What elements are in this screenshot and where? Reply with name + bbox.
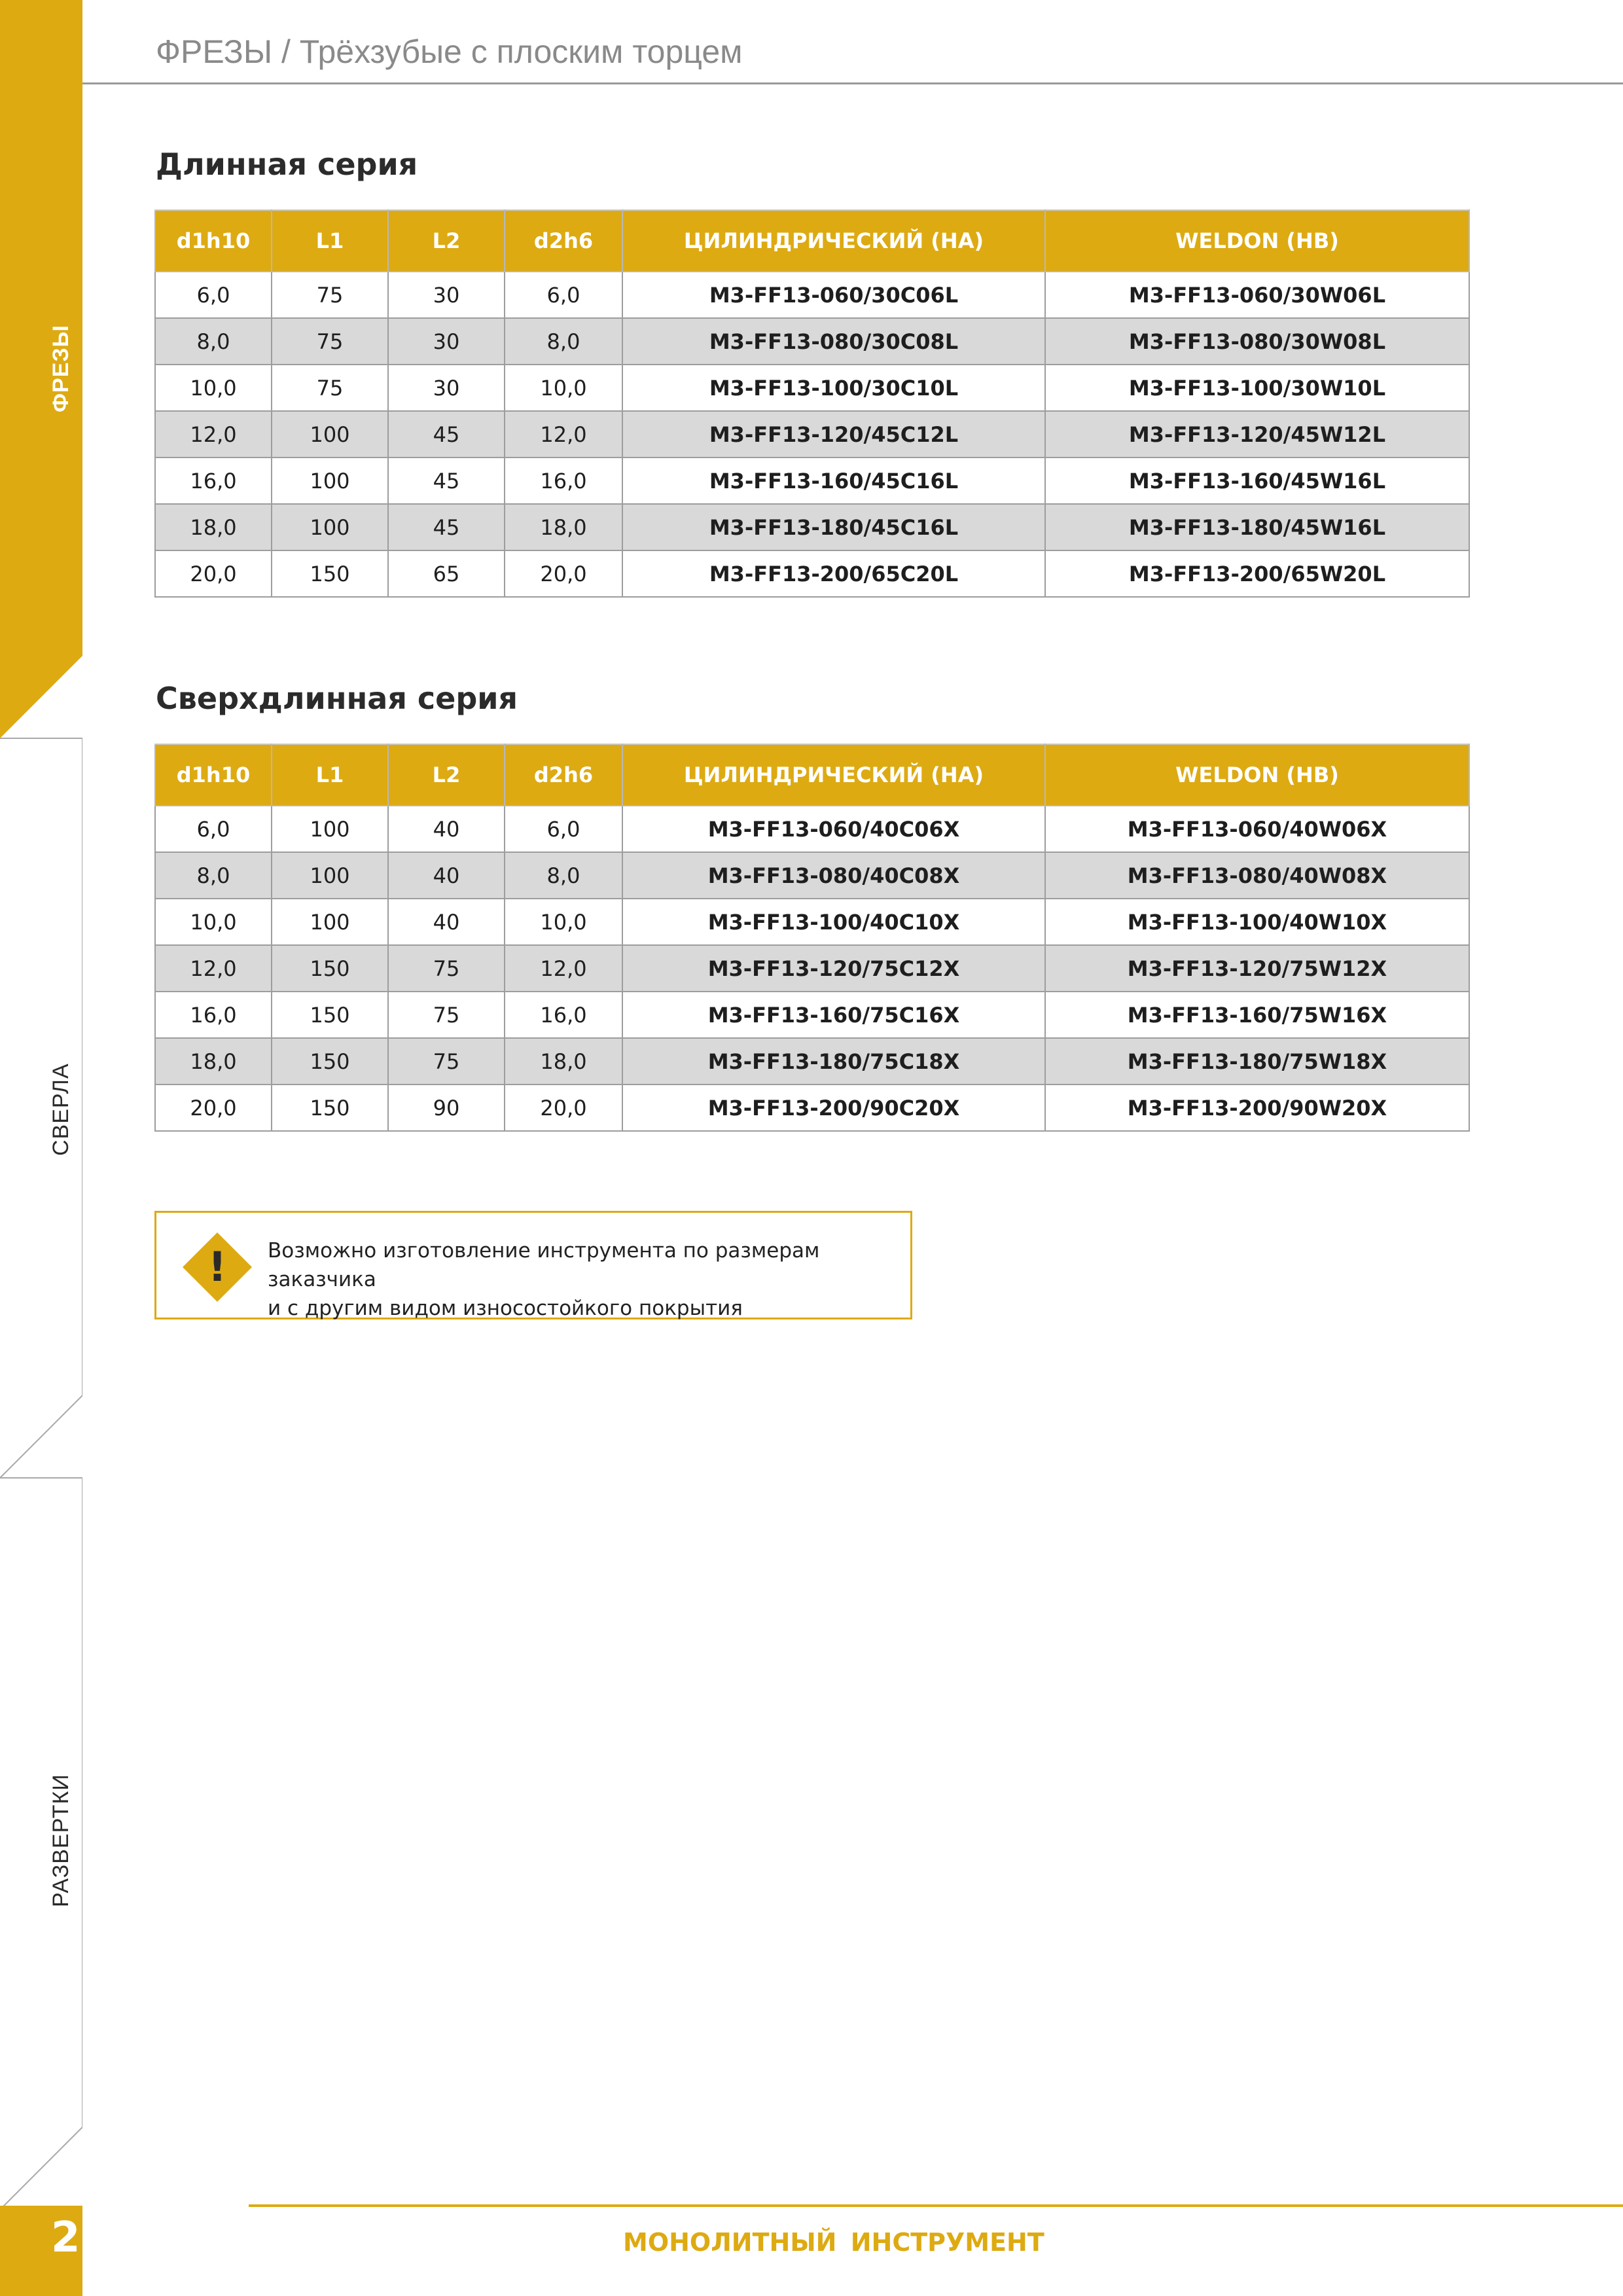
col-header-weldon: WELDON (HB)	[1045, 210, 1469, 272]
cell-code-hb: M3-FF13-160/75W16X	[1045, 992, 1469, 1038]
cell-l2: 40	[388, 806, 505, 852]
cell-d2h6: 18,0	[505, 504, 622, 550]
table-row	[155, 365, 1469, 411]
table-row	[155, 550, 1469, 597]
cell-code-ha: M3-FF13-160/45C16L	[622, 457, 1045, 504]
cell-code-hb: M3-FF13-160/45W16L	[1045, 457, 1469, 504]
cell-l2: 90	[388, 1085, 505, 1131]
notice-line-2: и с другим видом износостойкого покрытия	[268, 1297, 743, 1320]
table-row	[155, 992, 1469, 1038]
page-number: 28	[51, 2214, 110, 2262]
cell-d1h10: 20,0	[155, 550, 272, 597]
table-row	[155, 457, 1469, 504]
long-series-table	[154, 209, 1470, 598]
cell-l1: 100	[272, 806, 388, 852]
footer-brand: МОНОЛИТНЫЙ ИНСТРУМЕНТ	[623, 2228, 1044, 2257]
cell-code-ha: M3-FF13-120/45C12L	[622, 411, 1045, 457]
cell-d1h10: 20,0	[155, 1085, 272, 1131]
col-header-l1: L1	[272, 210, 388, 272]
cell-d1h10: 6,0	[155, 272, 272, 318]
cell-d2h6: 12,0	[505, 411, 622, 457]
cell-l2: 30	[388, 365, 505, 411]
cell-l1: 75	[272, 318, 388, 365]
col-header-weldon: WELDON (HB)	[1045, 744, 1469, 806]
cell-d2h6: 10,0	[505, 365, 622, 411]
cell-code-hb: M3-FF13-120/45W12L	[1045, 411, 1469, 457]
cell-d2h6: 16,0	[505, 457, 622, 504]
cell-code-hb: M3-FF13-060/30W06L	[1045, 272, 1469, 318]
cell-code-ha: M3-FF13-160/75C16X	[622, 992, 1045, 1038]
col-header-l2: L2	[388, 210, 505, 272]
cell-code-hb: M3-FF13-080/30W08L	[1045, 318, 1469, 365]
side-tabs	[0, 0, 82, 2296]
cell-d2h6: 20,0	[505, 550, 622, 597]
cell-l1: 75	[272, 272, 388, 318]
cell-d2h6: 20,0	[505, 1085, 622, 1131]
cell-code-ha: M3-FF13-200/65C20L	[622, 550, 1045, 597]
table-header-row	[155, 744, 1469, 806]
cell-code-hb: M3-FF13-100/40W10X	[1045, 899, 1469, 945]
cell-l2: 75	[388, 945, 505, 992]
cell-code-ha: M3-FF13-100/40C10X	[622, 899, 1045, 945]
cell-d1h10: 18,0	[155, 504, 272, 550]
table-row	[155, 899, 1469, 945]
cell-code-hb: M3-FF13-200/65W20L	[1045, 550, 1469, 597]
cell-code-ha: M3-FF13-180/45C16L	[622, 504, 1045, 550]
cell-l2: 45	[388, 504, 505, 550]
cell-l1: 150	[272, 1085, 388, 1131]
col-header-d2h6: d2h6	[505, 210, 622, 272]
cell-d2h6: 18,0	[505, 1038, 622, 1085]
cell-d1h10: 8,0	[155, 852, 272, 899]
col-header-cylindrical: ЦИЛИНДРИЧЕСКИЙ (HA)	[622, 210, 1045, 272]
table-row	[155, 1038, 1469, 1085]
extra-long-series-title: Сверхдлинная серия	[156, 681, 518, 716]
cell-d2h6: 8,0	[505, 852, 622, 899]
cell-d1h10: 16,0	[155, 992, 272, 1038]
cell-l1: 100	[272, 504, 388, 550]
cell-l1: 150	[272, 992, 388, 1038]
cell-code-hb: M3-FF13-060/40W06X	[1045, 806, 1469, 852]
table-row	[155, 852, 1469, 899]
cell-code-hb: M3-FF13-080/40W08X	[1045, 852, 1469, 899]
footer-divider	[249, 2204, 1623, 2207]
page-header-title: ФРЕЗЫ / Трёхзубые с плоским торцем	[156, 33, 743, 70]
notice-text	[268, 1236, 902, 1323]
table-row	[155, 945, 1469, 992]
cell-l2: 45	[388, 457, 505, 504]
col-header-l2: L2	[388, 744, 505, 806]
cell-d2h6: 6,0	[505, 272, 622, 318]
cell-d2h6: 12,0	[505, 945, 622, 992]
cell-l1: 150	[272, 550, 388, 597]
cell-code-hb: M3-FF13-180/75W18X	[1045, 1038, 1469, 1085]
cell-d1h10: 8,0	[155, 318, 272, 365]
long-series-title: Длинная серия	[156, 147, 418, 182]
col-header-d1h10: d1h10	[155, 210, 272, 272]
cell-l2: 30	[388, 272, 505, 318]
cell-code-hb: M3-FF13-180/45W16L	[1045, 504, 1469, 550]
cell-code-hb: M3-FF13-200/90W20X	[1045, 1085, 1469, 1131]
col-header-cylindrical: ЦИЛИНДРИЧЕСКИЙ (HA)	[622, 744, 1045, 806]
col-header-l1: L1	[272, 744, 388, 806]
cell-l1: 100	[272, 411, 388, 457]
cell-l1: 150	[272, 1038, 388, 1085]
notice-line-1: Возможно изготовление инструмента по размерам заказчика	[268, 1239, 820, 1291]
cell-l1: 75	[272, 365, 388, 411]
table-row	[155, 806, 1469, 852]
cell-d2h6: 16,0	[505, 992, 622, 1038]
cell-l1: 150	[272, 945, 388, 992]
cell-code-ha: M3-FF13-180/75C18X	[622, 1038, 1045, 1085]
cell-l2: 75	[388, 992, 505, 1038]
tab-frezy[interactable]: ФРЕЗЫ	[48, 325, 73, 412]
col-header-d1h10: d1h10	[155, 744, 272, 806]
cell-code-ha: M3-FF13-060/30C06L	[622, 272, 1045, 318]
table-row	[155, 504, 1469, 550]
cell-code-hb: M3-FF13-100/30W10L	[1045, 365, 1469, 411]
cell-d1h10: 6,0	[155, 806, 272, 852]
tab-razvertki[interactable]: РАЗВЕРТКИ	[48, 1774, 73, 1907]
header-divider	[82, 82, 1623, 84]
cell-d2h6: 6,0	[505, 806, 622, 852]
cell-l2: 65	[388, 550, 505, 597]
cell-code-hb: M3-FF13-120/75W12X	[1045, 945, 1469, 992]
cell-d2h6: 10,0	[505, 899, 622, 945]
col-header-d2h6: d2h6	[505, 744, 622, 806]
cell-d1h10: 10,0	[155, 899, 272, 945]
cell-l2: 30	[388, 318, 505, 365]
table-row	[155, 1085, 1469, 1131]
cell-code-ha: M3-FF13-080/30C08L	[622, 318, 1045, 365]
table-row	[155, 318, 1469, 365]
cell-l2: 40	[388, 852, 505, 899]
cell-code-ha: M3-FF13-100/30C10L	[622, 365, 1045, 411]
extra-long-series-table	[154, 744, 1470, 1132]
table-header-row	[155, 210, 1469, 272]
cell-l1: 100	[272, 852, 388, 899]
cell-l2: 75	[388, 1038, 505, 1085]
warning-mark: !	[207, 1243, 227, 1291]
cell-l2: 45	[388, 411, 505, 457]
cell-code-ha: M3-FF13-200/90C20X	[622, 1085, 1045, 1131]
tab-sverla[interactable]: СВЕРЛА	[48, 1063, 73, 1156]
table-row	[155, 272, 1469, 318]
cell-d1h10: 18,0	[155, 1038, 272, 1085]
cell-l1: 100	[272, 457, 388, 504]
cell-d1h10: 12,0	[155, 411, 272, 457]
cell-d2h6: 8,0	[505, 318, 622, 365]
cell-d1h10: 16,0	[155, 457, 272, 504]
table-row	[155, 411, 1469, 457]
cell-code-ha: M3-FF13-060/40C06X	[622, 806, 1045, 852]
cell-d1h10: 10,0	[155, 365, 272, 411]
cell-l2: 40	[388, 899, 505, 945]
cell-code-ha: M3-FF13-080/40C08X	[622, 852, 1045, 899]
custom-order-notice	[154, 1211, 912, 1319]
cell-l1: 100	[272, 899, 388, 945]
cell-code-ha: M3-FF13-120/75C12X	[622, 945, 1045, 992]
cell-d1h10: 12,0	[155, 945, 272, 992]
